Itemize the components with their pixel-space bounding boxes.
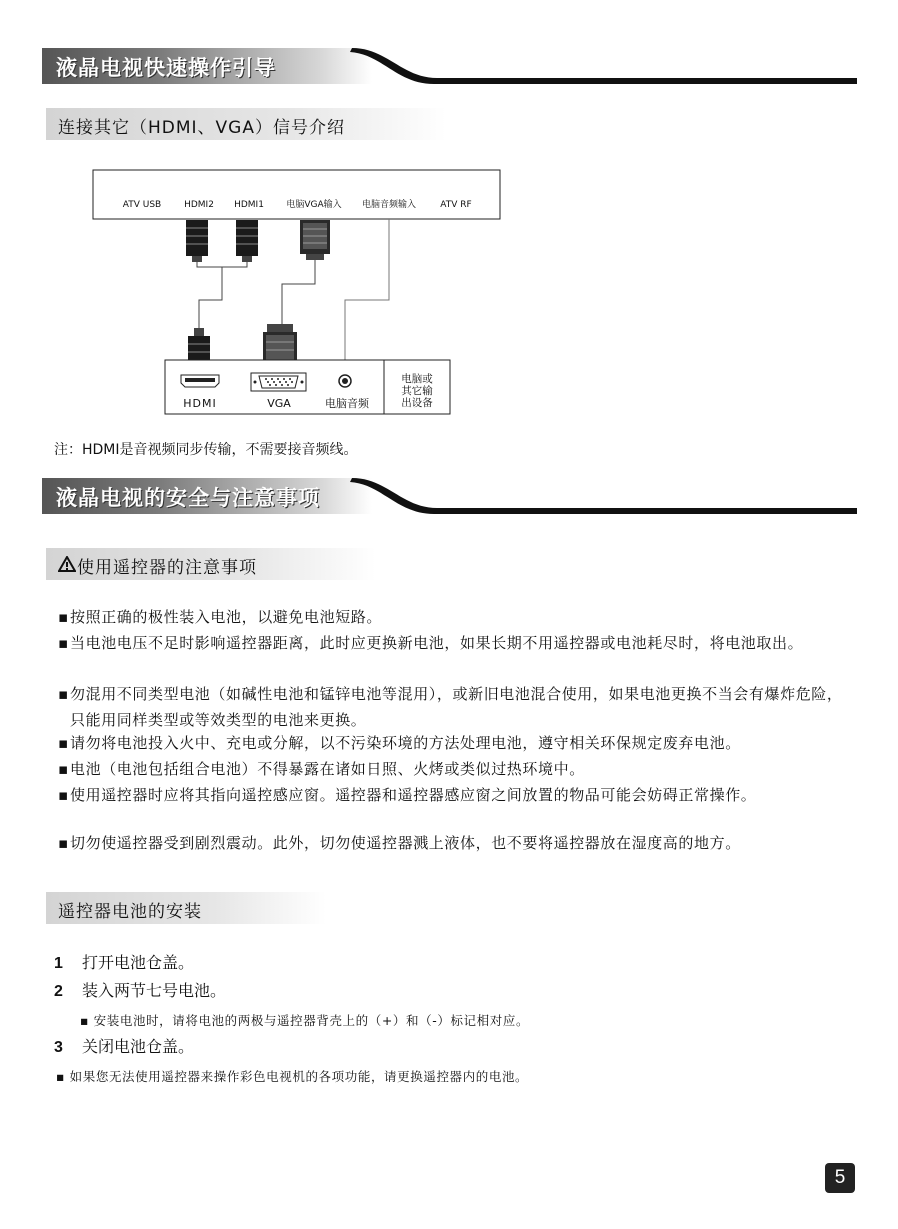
hdmi2-connector: [186, 220, 208, 262]
audio-cable: [345, 219, 389, 372]
step2-note-text: 安装电池时，请将电池的两极与遥控器背壳上的（+）和（-）标记相对应。: [93, 1013, 530, 1028]
caution-item: [58, 730, 858, 756]
section-banner-quick-guide: [42, 48, 857, 84]
step-text: 装入两节七号电池。: [82, 981, 227, 1000]
caution-text: 电池（电池包括组合电池）不得暴露在诸如日照、火烤或类似过热环境中。: [70, 760, 585, 778]
device-port-hdmi-label: HDMI: [183, 397, 217, 410]
final-note: [56, 1067, 528, 1085]
device-hdmi-connector: [188, 328, 210, 362]
caution-text: 请勿将电池投入火中、充电或分解，以不污染环境的方法处理电池，遵守相关环保规定废弃电池。: [70, 734, 741, 752]
hdmi1-connector: [236, 220, 258, 262]
section-title: 液晶电视快速操作引导: [56, 56, 276, 80]
caution-text: 使用遥控器时应将其指向遥控感应窗。遥控器和遥控器感应窗之间放置的物品可能会妨碍正常操作。: [70, 786, 757, 804]
step-number: 1: [54, 955, 63, 972]
device-vga-connector: [263, 324, 297, 364]
caution-item: [58, 681, 858, 733]
caution-text: 切勿使遥控器受到剧烈震动。此外，切勿使遥控器溅上液体，也不要将遥控器放在湿度高的地方。: [70, 834, 741, 852]
bullet-marker: ▪: [58, 786, 69, 804]
device-label-line3: 出设备: [401, 397, 433, 409]
step-number: 3: [54, 1039, 63, 1056]
install-step: [54, 1034, 194, 1057]
bullet-marker: ▪: [58, 834, 69, 852]
bullet-marker: ▪: [58, 685, 69, 703]
device-vga-port: [251, 373, 306, 391]
bullet-marker: ▪: [56, 1069, 66, 1084]
bullet-marker: ▪: [58, 760, 69, 778]
subheading-text: 连接其它（HDMI、VGA）信号介绍: [58, 118, 345, 138]
connection-diagram: [0, 160, 520, 422]
section-banner-safety: [42, 478, 857, 514]
tv-port-hdmi1: HDMI1: [234, 200, 264, 210]
subheading-text: 使用遥控器的注意事项: [77, 558, 257, 578]
device-audio-jack: [339, 375, 351, 387]
bullet-marker: ▪: [58, 734, 69, 752]
device-port-vga-label: VGA: [267, 397, 291, 410]
final-note-text: 如果您无法使用遥控器来操作彩色电视机的各项功能，请更换遥控器内的电池。: [69, 1069, 529, 1084]
tv-port-vga-in: 电脑VGA输入: [286, 200, 342, 210]
caution-item: [58, 630, 858, 656]
device-label-line1: 电脑或: [401, 373, 433, 385]
caution-item: [58, 756, 858, 782]
tv-port-hdmi2: HDMI2: [184, 200, 214, 210]
caution-text: 当电池电压不足时影响遥控器距离，此时应更换新电池，如果长期不用遥控器或电池耗尽时，将电池取出。: [70, 634, 804, 652]
hdmi-note: 注：HDMI是音视频同步传输，不需要接音频线。: [54, 442, 358, 458]
subheading-battery-install: [46, 892, 326, 924]
bullet-marker: ▪: [58, 608, 69, 626]
caution-text: 按照正确的极性装入电池，以避免电池短路。: [70, 608, 383, 626]
install-step: [54, 978, 226, 1001]
step-text: 打开电池仓盖。: [82, 953, 195, 972]
tv-panel: [93, 170, 500, 219]
page-number: 5: [825, 1163, 855, 1193]
device-hdmi-port: [181, 375, 219, 387]
subheading-remote-cautions: [46, 548, 376, 580]
subheading-text: 遥控器电池的安装: [58, 902, 202, 922]
bullet-marker: ▪: [80, 1013, 90, 1028]
device-label-line2: 其它输: [401, 385, 433, 397]
tv-port-audio-in: 电脑音频输入: [361, 200, 417, 210]
caution-item: [58, 830, 858, 856]
bullet-marker: ▪: [58, 634, 69, 652]
subheading-connect-signals: [46, 108, 446, 140]
vga-cable: [282, 260, 315, 324]
hdmi-cable: [197, 262, 247, 330]
install-step: [54, 950, 194, 973]
tv-port-atv-rf: ATV RF: [440, 200, 472, 210]
warning-icon: [58, 556, 76, 572]
step-number: 2: [54, 983, 63, 1000]
tv-port-atv-usb: ATV USB: [122, 200, 162, 210]
step-text: 关闭电池仓盖。: [82, 1037, 195, 1056]
section-title: 液晶电视的安全与注意事项: [56, 486, 320, 510]
vga-connector-top: [300, 220, 330, 260]
caution-text: 勿混用不同类型电池（如碱性电池和锰锌电池等混用），或新旧电池混合使用，如果电池更换不当会有爆炸危险，只能用同样类型或等效类型的电池来更换。: [70, 685, 843, 729]
device-port-audio-label: 电脑音频: [325, 397, 369, 410]
caution-item: [58, 604, 858, 630]
step2-note: [80, 1011, 529, 1029]
caution-item: [58, 782, 858, 808]
